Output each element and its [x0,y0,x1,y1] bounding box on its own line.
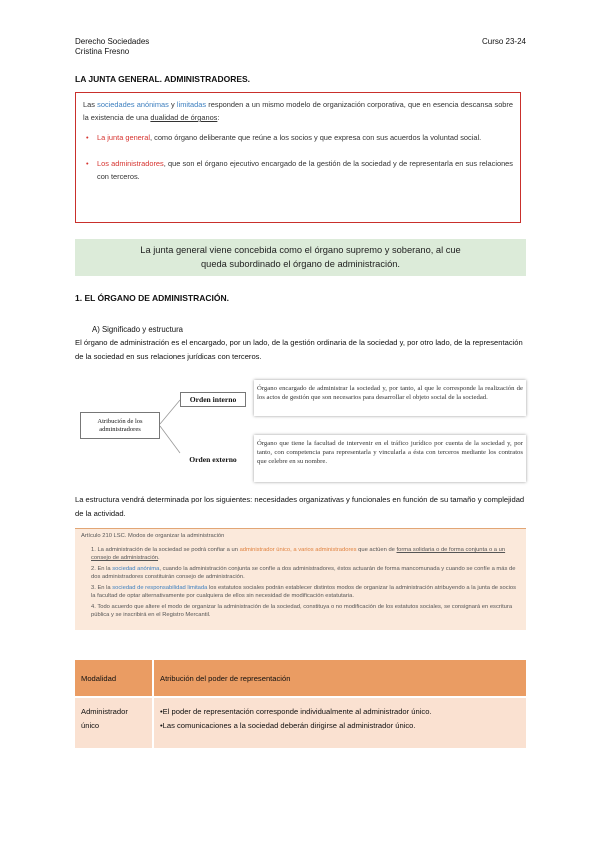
intro-text: responden a un mismo modelo de organización corporativa, que en esencia descansa sobre la existencia de una [83,100,513,122]
article-paragraph-4: 4. Todo acuerdo que altere el modo de organizar la administración de la sociedad, constituya o no modificación de los estatutos sociales, se consignará en escritura pública y se inscribirá en el Registro Mercantil. [91,604,513,618]
dualidad-term: dualidad de órganos [150,113,218,122]
article-text: 1. La administración de la sociedad se podrá confiar a un [91,547,240,553]
bullet-text: , como órgano deliberante que reúne a los socios y que expresa con sus acuerdos la voluntad social. [150,133,482,142]
orden-externo-description: Órgano que tiene la facultad de intervenir en el tráfico jurídico por cuenta de la sociedad y, por tanto, con competencia para representarla y vincularla a ésta con terceros mediante los contratos que celebre en su nombre. [254,435,526,482]
article-highlight: administrador único, a varios administradores [239,547,357,553]
section-title: 1. EL ÓRGANO DE ADMINISTRACIÓN. [75,293,229,303]
article-text: , cuando la administración conjunta se confíe a dos administradores, éstos actuarán de forma mancomunada y cuando se confíe a más de dos administradores constituirán consejo de administración. [91,566,516,580]
diagram-root-box: Atribución de los administradores [80,412,160,439]
intro-text: y [168,100,177,109]
connector-internal [160,400,180,424]
highlight-line-1: La junta general viene concebida como el órgano supremo y soberano, al cue [140,245,461,255]
article-title: Artículo 210 LSC. Modos de organizar la administración [81,533,225,539]
table-row [75,697,526,748]
atribucion-line-1: •El poder de representación corresponde individualmente al administrador único. [160,707,432,716]
table-header-atribucion: Atribución del poder de representación [153,660,526,697]
article-text: los estatutos sociales podrán establecer distintos modos de organizar la administración atribuyendo a la junta de socios la facultad de optar alternativamente por cualquiera de ellos sin necesidad de modificación estatutaria. [91,585,517,599]
article-text: que actúen de [356,547,397,553]
document-title: LA JUNTA GENERAL. ADMINISTRADORES. [75,74,251,84]
article-underlined: forma solidaria o de forma conjunta o a un consejo de administración [91,547,506,561]
article-paragraph-2 [81,565,520,581]
table-header-row [75,660,526,697]
article-paragraph-1 [81,546,520,562]
author-name: Cristina Fresno [75,47,130,56]
article-paragraph-3 [81,584,520,600]
sl-term: limitadas [176,100,207,109]
representation-table [75,660,526,748]
highlight-line-2: queda subordinado el órgano de administración. [201,259,400,269]
table-cell-atribucion [153,697,526,748]
orden-interno-description: Órgano encargado de administrar la sociedad y, por tanto, al que le corresponde la realización de los actos de gestión que son necesarios para desarrollar el objeto social de la sociedad. [254,380,526,416]
table-cell-modalidad: Administrador único [75,697,153,748]
sa-term: sociedades anónimas [97,100,169,109]
article-text: 2. En la [91,566,113,572]
connector-external [160,426,180,453]
article-sl-term: sociedad de responsabilidad limitada [112,585,208,591]
table-header-modalidad: Modalidad [75,660,153,697]
atribucion-line-2: •Las comunicaciones a la sociedad deberán dirigirse al administrador único. [160,721,416,730]
orden-interno-box: Orden interno [180,392,246,407]
bullet-text: , que son el órgano ejecutivo encargado de la gestión de la sociedad y de representarla en sus relaciones con terceros. [97,159,513,181]
course-name: Derecho Sociedades [75,37,150,46]
article-sa-term: sociedad anónima [112,566,160,572]
orden-externo-box: Orden externo [189,455,237,464]
junta-term: La junta general [97,133,151,142]
course-year: Curso 23-24 [481,37,526,46]
subsection-title: A) Significado y estructura [92,325,184,334]
article-text: . [158,555,160,561]
article-210-box [75,528,526,630]
article-text: 3. En la [91,585,113,591]
administradores-term: Los administradores [97,159,164,168]
section-paragraph: El órgano de administración es el encargado, por un lado, de la gestión ordinaria de la sociedad y, por otro lado, de la representación de la sociedad en sus relaciones jurídicas con terceros. [75,338,523,361]
intro-text: : [217,113,220,122]
intro-text: Las [83,100,98,109]
structure-paragraph: La estructura vendrá determinada por los siguientes: necesidades organizativas y funcionales en función de su tamaño y complejidad de la actividad. [75,495,525,518]
